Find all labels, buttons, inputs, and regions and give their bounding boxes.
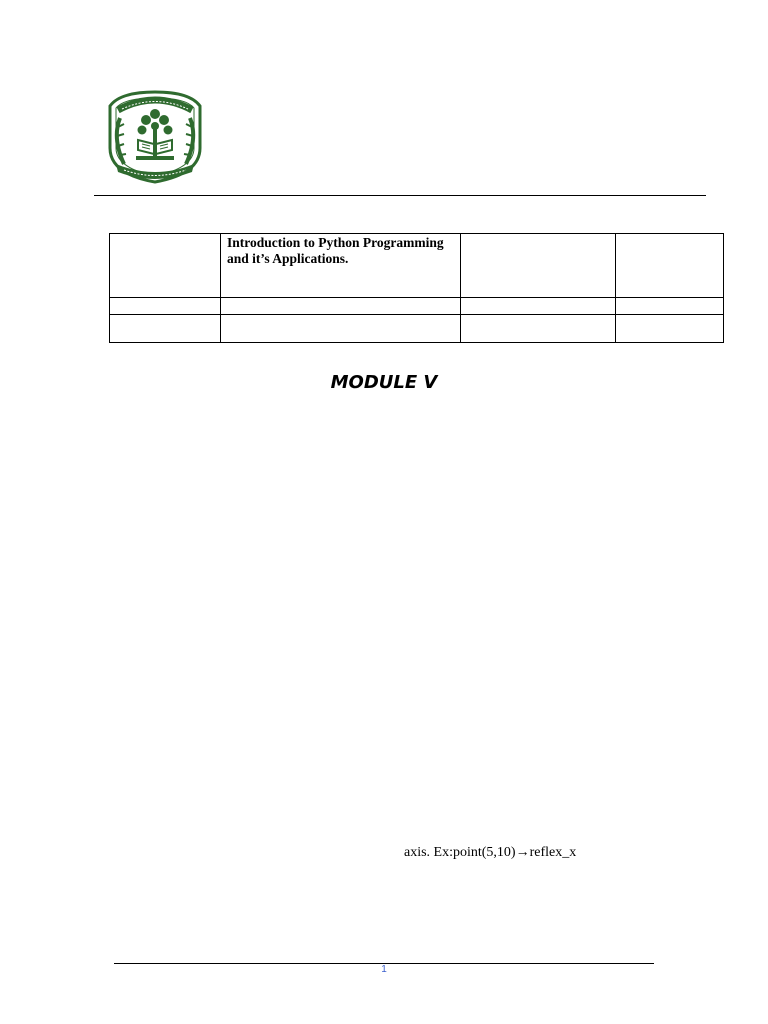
module-heading: MODULE V [330,372,438,393]
table-row [110,298,724,315]
table-cell [110,298,221,315]
institute-logo [102,88,208,186]
header-divider [94,195,706,196]
table-cell [110,315,221,343]
table-cell [616,315,724,343]
table-row [110,315,724,343]
table-cell [461,234,616,298]
course-title: Introduction to Python Programming and it’s Applications. [227,235,444,266]
table-row [110,234,724,298]
body-text-fragment: axis. Ex:point(5,10)→reflex_x [404,845,577,860]
table-cell [221,315,461,343]
table-cell [221,298,461,315]
table-cell [221,234,461,298]
table-cell [110,234,221,298]
institute-seal-logo-icon [102,88,208,186]
page-number: 1 [381,964,387,975]
table-cell [616,298,724,315]
course-info-table [109,233,724,343]
table-cell [461,298,616,315]
table-cell [461,315,616,343]
table-cell [616,234,724,298]
